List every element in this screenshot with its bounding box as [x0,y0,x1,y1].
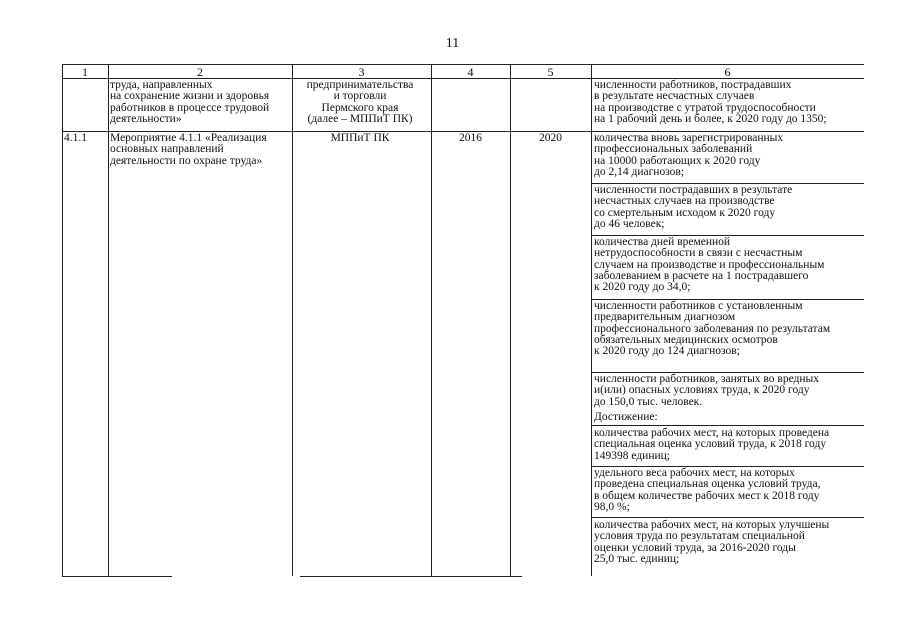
indicator-item: количества дней временной нетрудоспособности в связи с несчастным случаем на производстве и профессиональным заболеванием в расчете на 1 пострадавшего к 2020 году до 34,0; [594,236,825,294]
carryover-col2-text: труда, направленных на сохранение жизни и здоровья работников в процессе трудовой деятельности» [110,79,270,125]
indicator-item: численности работников с установленным предварительным диагнозом профессионального заболевания по результатам обязательных медицинских осмотров к 2020 году до 124 диагнозов; [594,300,831,358]
table-top-border [62,64,864,65]
carryover-col6-text: численности работников, пострадавших в результате несчастных случаев на производстве с утратой трудоспособности на 1 рабочий день и более, к 2020 году до 1350; [594,79,827,125]
indicator-separator [591,517,864,518]
table-bottom-border-mid [300,576,522,577]
col-border-1 [108,64,109,576]
header-col-4: 4 [467,65,474,79]
indicator-item: удельного веса рабочих мест, на которых проведена специальная оценка условий труда, в общем количестве рабочих мест к 2018 году 98,0 %; [594,467,821,513]
header-col-5: 5 [547,65,554,79]
col-border-0 [62,64,63,576]
row-start-year: 2016 [459,132,482,144]
header-col-6: 6 [724,65,731,79]
row-title: Мероприятие 4.1.1 «Реализация основных направлений деятельности по охране труда» [110,132,267,167]
header-col-1: 1 [82,65,88,79]
row-number: 4.1.1 [64,132,87,144]
indicator-item: количества рабочих мест, на которых проведена специальная оценка условий труда, к 2018 году 149398 единиц; [594,427,830,462]
carryover-col3-text: предпринимательства и торговли Пермского края (далее – МППиТ ПК) [306,79,414,125]
indicator-item: численности пострадавших в результате несчастных случаев на производстве со смертельным исходом к 2020 году до 46 человек; [594,184,793,230]
page-number: 11 [445,36,460,51]
row-end-year: 2020 [539,132,562,144]
indicator-item: количества вновь зарегистрированных профессиональных заболеваний на 10000 работающих к 2020 году до 2,14 диагнозов; [594,132,784,178]
table-bottom-border-left [62,576,172,577]
header-col-2: 2 [197,65,203,79]
indicator-item: количества рабочих мест, на которых улучшены условия труда по результатам специальной оценки условий труда, за 2016-2020 годы 25,0 тыс. единиц; [594,519,830,565]
header-col-3: 3 [358,65,365,79]
col-border-5 [591,64,592,576]
indicator-separator [591,425,864,426]
row-executor: МППиТ ПК [330,132,390,144]
indicator-heading: Достижение: [594,411,658,423]
indicator-item: численности работников, занятых во вредных и(или) опасных условиях труда, к 2020 году до 150,0 тыс. человек. [594,373,820,408]
